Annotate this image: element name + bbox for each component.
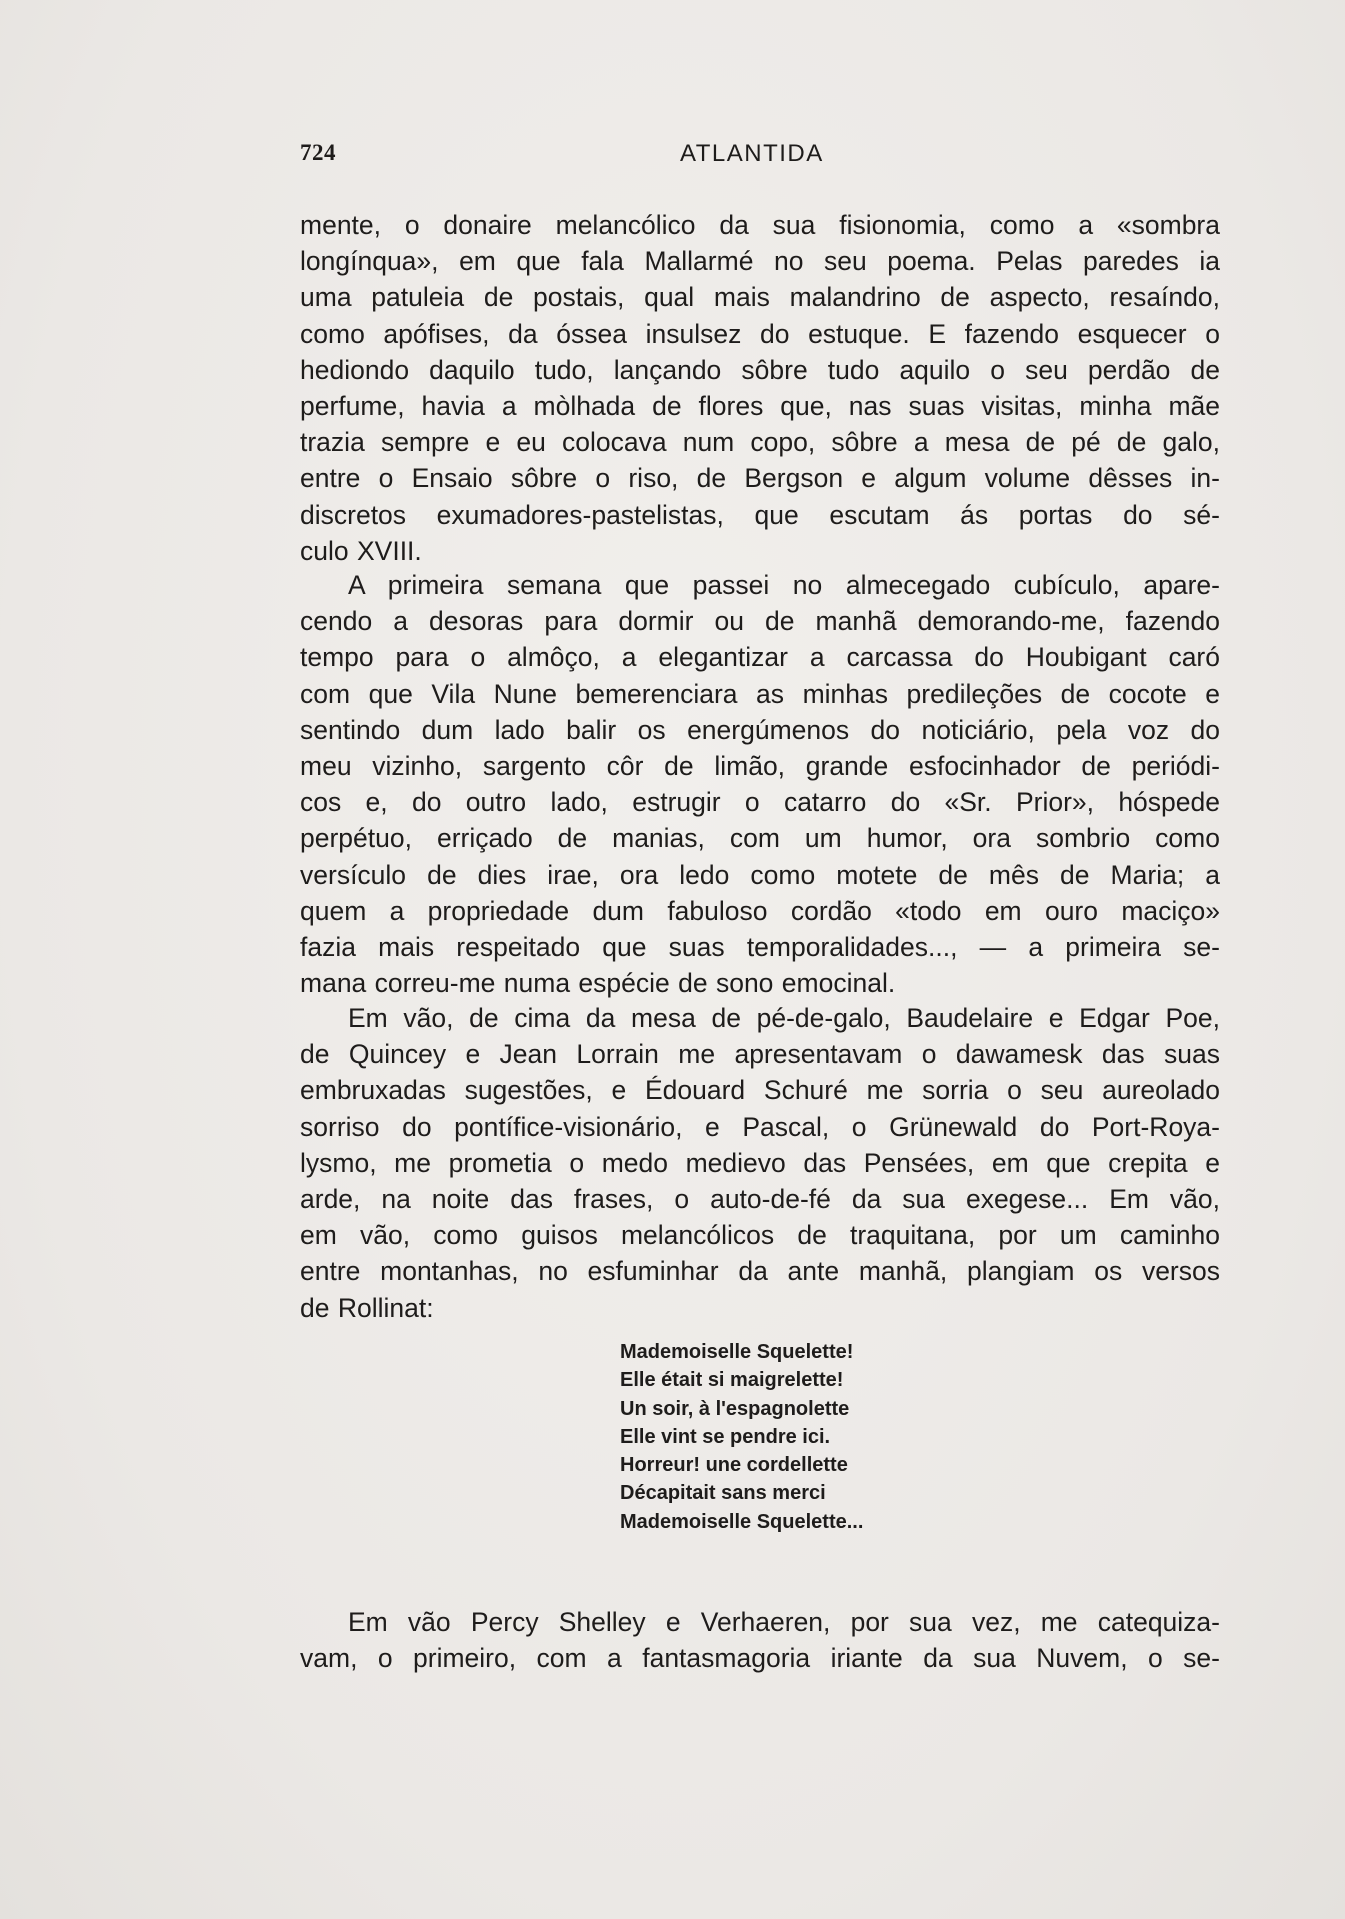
text-line: de Quincey e Jean Lorrain me apresentavam o dawamesk das suas: [300, 1039, 1220, 1070]
text-line: com que Vila Nune bemerenciara as minhas predileções de cocote e: [300, 678, 1220, 709]
poem-verse: Mademoiselle Squelette!: [620, 1341, 854, 1363]
text-line: fazia mais respeitado que suas temporalidades..., — a primeira se-: [300, 931, 1220, 962]
paragraph-1: [300, 207, 1220, 569]
text-line: como apófises, da óssea insulsez do estuque. E fazendo esquecer o: [300, 318, 1220, 349]
text-line: embruxadas sugestões, e Édouard Schuré me sorria o seu aureolado: [300, 1075, 1220, 1106]
poem-verse: Mademoiselle Squelette...: [620, 1510, 864, 1533]
text-line: cendo a desoras para dormir ou de manhã demorando-me, fazendo: [300, 606, 1220, 637]
paragraph-4: [300, 1604, 1220, 1676]
running-title: ATLANTIDA: [680, 140, 824, 167]
poem-verse: Elle était si maigrelette!: [620, 1369, 844, 1392]
poem-verse: Décapitait sans merci: [620, 1482, 826, 1505]
text-line: Em vão Percy Shelley e Verhaeren, por sua vez, me catequiza-: [348, 1607, 1220, 1637]
text-line: longínqua», em que fala Mallarmé no seu poema. Pelas paredes ia: [300, 246, 1220, 277]
text-line: arde, na noite das frases, o auto-de-fé da sua exegese... Em vão,: [300, 1183, 1220, 1214]
text-line: mana correu-me numa espécie de sono emocinal.: [300, 968, 896, 999]
text-line: A primeira semana que passei no almecegado cubículo, apare-: [348, 570, 1220, 600]
text-line: entre o Ensaio sôbre o riso, de Bergson e algum volume dêsses in-: [300, 463, 1220, 494]
text-line: Em vão, de cima da mesa de pé-de-galo, Baudelaire e Edgar Poe,: [348, 1003, 1220, 1033]
page-header: [300, 140, 1220, 174]
text-line: em vão, como guisos melancólicos de traquitana, por um caminho: [300, 1220, 1220, 1251]
text-line: hediondo daquilo tudo, lançando sôbre tudo aquilo o seu perdão de: [300, 354, 1220, 385]
text-line: sentindo dum lado balir os energúmenos do noticiário, pela voz do: [300, 714, 1220, 745]
text-line: meu vizinho, sargento côr de limão, grande esfocinhador de periódi-: [300, 750, 1220, 781]
poem-verse: Elle vint se pendre ici.: [620, 1425, 831, 1448]
text-line: lysmo, me prometia o medo medievo das Pensées, em que crepita e: [300, 1147, 1220, 1178]
text-line: de Rollinat:: [300, 1292, 434, 1323]
text-line: quem a propriedade dum fabuloso cordão «todo em ouro maciço»: [300, 895, 1220, 926]
text-line: discretos exumadores-pastelistas, que escutam ás portas do sé-: [300, 499, 1220, 530]
poem-verse: Un soir, à l'espagnolette: [620, 1397, 850, 1420]
text-line: perfume, havia a mòlhada de flores que, nas suas visitas, minha mãe: [300, 390, 1220, 421]
text-line: culo XVIII.: [300, 535, 422, 566]
poem-verse: Horreur! une cordellette: [620, 1454, 848, 1477]
text-line: mente, o donaire melancólico da sua fisionomia, como a «sombra: [300, 210, 1220, 240]
paragraph-2: [300, 567, 1220, 1001]
text-line: cos e, do outro lado, estrugir o catarro do «Sr. Prior», hóspede: [300, 787, 1220, 818]
paragraph-3: [300, 1000, 1220, 1326]
text-line: uma patuleia de postais, qual mais malandrino de aspecto, resaíndo,: [300, 282, 1220, 313]
text-line: trazia sempre e eu colocava num copo, sôbre a mesa de pé de galo,: [300, 427, 1220, 458]
text-line: tempo para o almôço, a elegantizar a carcassa do Houbigant caró: [300, 642, 1220, 673]
text-line: perpétuo, erriçado de manias, com um humor, ora sombrio como: [300, 823, 1220, 854]
poem-quote: [620, 1338, 863, 1536]
text-line: versículo de dies irae, ora ledo como motete de mês de Maria; a: [300, 859, 1220, 890]
text-line: sorriso do pontífice-visionário, e Pascal, o Grünewald do Port-Roya-: [300, 1111, 1220, 1142]
text-line: vam, o primeiro, com a fantasmagoria iriante da sua Nuvem, o se-: [300, 1643, 1220, 1674]
page-number: 724: [300, 140, 336, 165]
text-line: entre montanhas, no esfuminhar da ante manhã, plangiam os versos: [300, 1256, 1220, 1287]
